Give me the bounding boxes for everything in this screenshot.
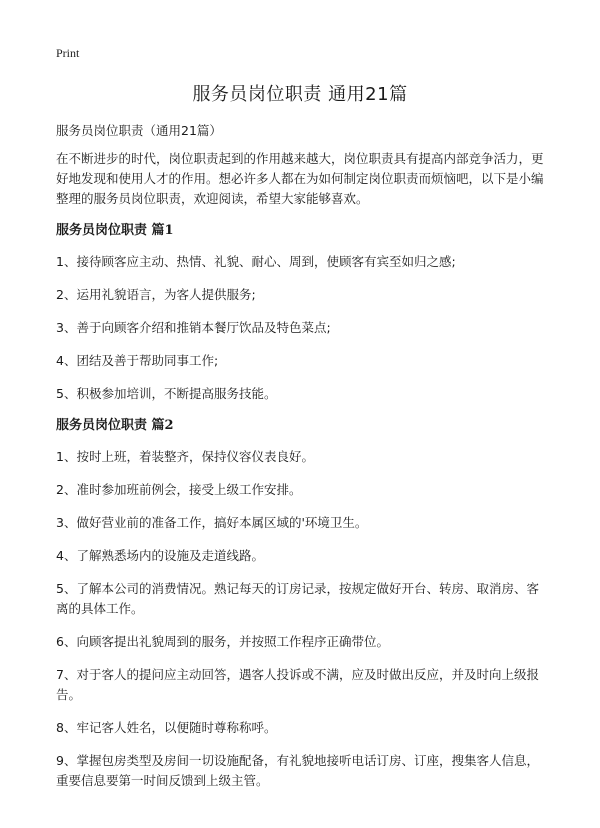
print-link[interactable]: Print — [56, 46, 80, 60]
document-title: 服务员岗位职责 通用21篇 — [192, 84, 408, 105]
list-item: 7、对于客人的提问应主动回答，遇客人投诉或不满，应及时做出反应，并及时向上级报告。 — [56, 667, 539, 702]
list-item: 6、向顾客提出礼貌周到的服务，并按照工作程序正确带位。 — [56, 634, 389, 649]
intro-paragraph: 在不断进步的时代，岗位职责起到的作用越来越大，岗位职责具有提高内部竞争活力，更好地发现和使用人才的作用。想必许多人都在为如何制定岗位职责而烦恼吧，以下是小编整理的服务员岗位职责，欢迎阅读，希望大家能够喜欢。 — [56, 151, 544, 206]
list-item: 4、团结及善于帮助同事工作; — [56, 353, 219, 368]
section-heading-1: 服务员岗位职责 篇1 — [56, 223, 174, 238]
section-heading-2: 服务员岗位职责 篇2 — [56, 418, 174, 433]
list-item: 2、运用礼貌语言，为客人提供服务; — [56, 287, 256, 302]
document-body — [56, 121, 548, 804]
list-item: 5、了解本公司的消费情况。熟记每天的订房记录，按规定做好开台、转房、取消房、客离的具体工作。 — [56, 581, 539, 616]
list-item: 1、接待顾客应主动、热情、礼貌、耐心、周到，使顾客有宾至如归之感; — [56, 254, 456, 269]
list-item: 9、掌握包房类型及房间一切设施配备，有礼貌地接听电话订房、订座，搜集客人信息，重要信息要第一时间反馈到上级主管。 — [56, 753, 539, 788]
list-item: 3、做好营业前的准备工作，搞好本属区域的'环境卫生。 — [56, 515, 368, 530]
list-item: 2、准时参加班前例会，接受上级工作安排。 — [56, 482, 302, 497]
list-item: 3、善于向顾客介绍和推销本餐厅饮品及特色菜点; — [56, 320, 331, 335]
list-item: 4、了解熟悉场内的设施及走道线路。 — [56, 548, 264, 563]
list-item: 1、按时上班，着装整齐，保持仪容仪表良好。 — [56, 449, 314, 464]
list-item: 5、积极参加培训，不断提高服务技能。 — [56, 386, 277, 401]
document-subtitle: 服务员岗位职责（通用21篇） — [56, 123, 222, 138]
list-item: 8、牢记客人姓名，以便随时尊称称呼。 — [56, 720, 277, 735]
